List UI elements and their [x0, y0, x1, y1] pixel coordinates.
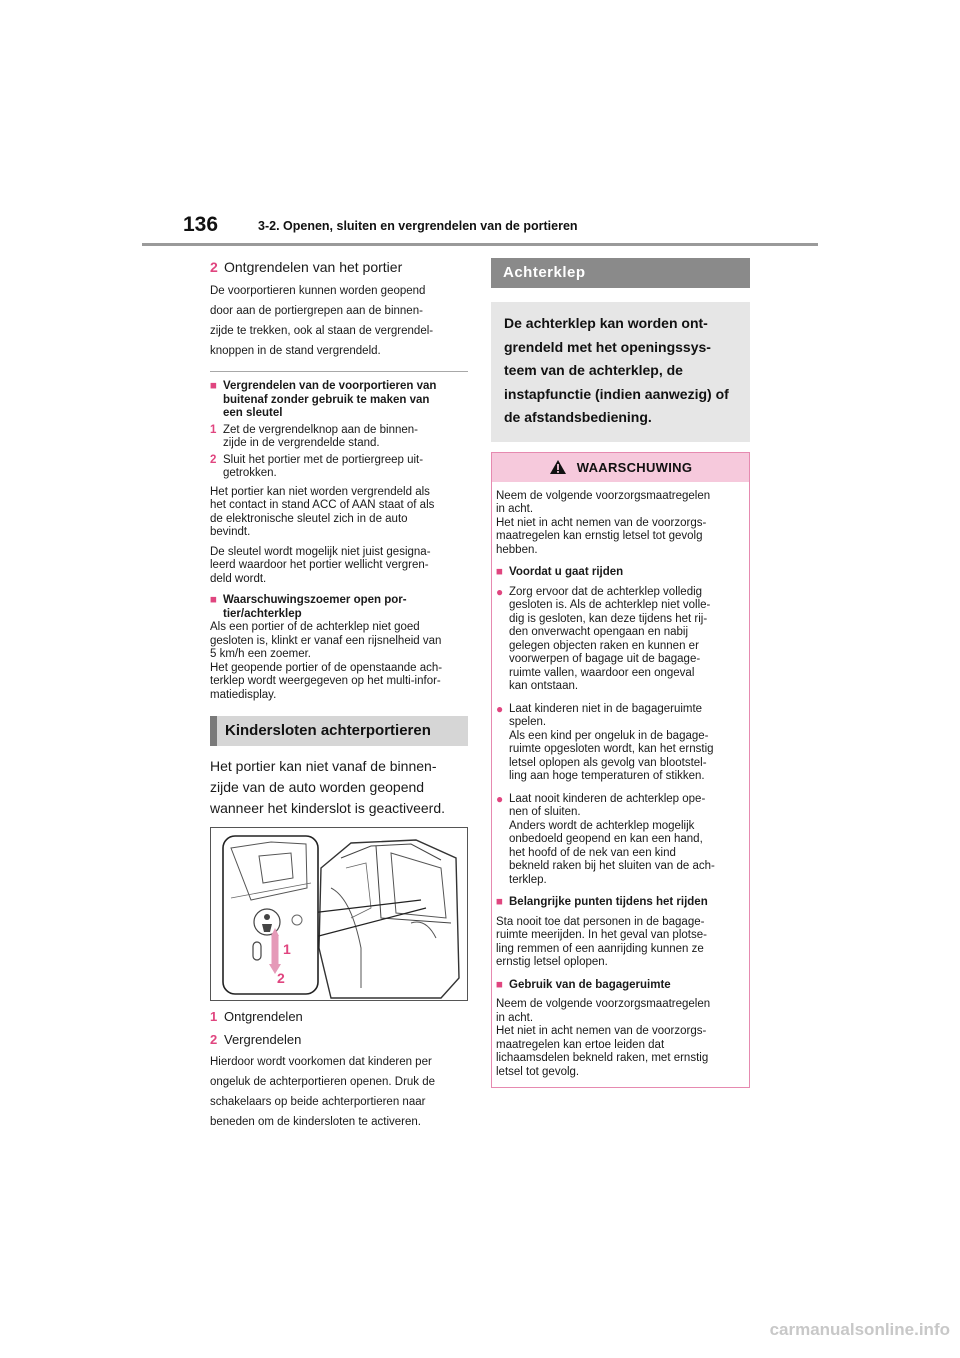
child-lock-section-title: Kindersloten achterportieren — [210, 716, 468, 746]
car-door-diagram — [211, 828, 467, 1000]
warning-paragraph: Neem de volgende voorzorgsmaatregelen in acht. Het niet in acht nemen van de voorzorgs- maatregelen kan ertoe leiden dat lichaamsdelen bekneld raken, met ernstig letsel tot gevolg. — [496, 998, 711, 1078]
warning-header — [492, 453, 749, 482]
left-column — [210, 255, 468, 1132]
square-bullet-icon: ■ — [210, 594, 217, 606]
square-bullet-icon: ■ — [496, 978, 503, 991]
warning-item-text: Zorg ervoor dat de achterklep volledig gesloten is. Als de achterklep niet volle- dig is gesloten, kan deze tijdens het rij- den onverwacht opengaan en nabij gelegen objecten raken en kunnen er voorwerpen of bagage uit de bagage- ruimte vallen, waardoor een ongeval kan ontstaan. — [509, 585, 711, 692]
warning-item — [496, 793, 741, 888]
step-text: Sluit het portier met de portiergreep uit- getrokken. — [223, 453, 424, 479]
section-title: 3-2. Openen, sluiten en vergrendelen van de portieren — [258, 219, 578, 233]
step-text: Zet de vergrendelknop aan de binnen- zijde in de vergrendelde stand. — [223, 423, 419, 449]
step-number: 2 — [210, 453, 217, 466]
square-bullet-icon: ■ — [496, 566, 503, 578]
watermark: carmanualsonline.info — [769, 1320, 950, 1339]
child-step — [210, 1030, 468, 1050]
lock-heading-text: Vergrendelen van de voorportieren van buitenaf zonder gebruik te maken van een sleutel — [223, 380, 437, 419]
header-rule — [142, 243, 818, 246]
step-number: 2 — [210, 1032, 218, 1047]
figure-label-2: 2 — [277, 970, 285, 986]
warning-body — [492, 482, 749, 1088]
tailgate-section-title: Achterklep — [491, 258, 750, 288]
step-unlock — [210, 259, 468, 275]
buzzer-text: Als een portier of de achterklep niet goed gesloten is, klinkt er vanaf een rijsnelheid van 5 km/h een zoemer. Het geopende portier of de openstaande ach- terklep wordt weergegeven op het multi-infor- matiedisplay. — [210, 621, 443, 701]
warning-paragraph: Sta nooit toe dat personen in de bagage- ruimte meerijden. In het geval van plotse- ling remmen of een aanrijding kunnen ze ernstig letsel oplopen. — [496, 915, 707, 968]
child-lock-illustration — [210, 827, 468, 1001]
lock-step — [210, 424, 468, 451]
warning-title: WAARSCHUWING — [576, 459, 693, 475]
round-bullet-icon: ● — [496, 701, 504, 716]
lock-paragraph: Het portier kan niet worden vergrendeld als het contact in stand ACC of AAN staat of als de elektronische sleutel zich in de auto bevindt. — [210, 485, 435, 538]
child-step — [210, 1007, 468, 1027]
step-number: 2 — [210, 259, 218, 275]
lock-paragraph: De sleutel wordt mogelijk niet juist gesigna- leerd waardoor het portier wellicht vergren- deld wordt. — [210, 545, 431, 585]
warning-paragraph: Neem de volgende voorzorgsmaatregelen in acht. Het niet in acht nemen van de voorzorgs- maatregelen kan ernstig letsel tot gevolg hebben. — [496, 489, 711, 556]
warning-item — [496, 586, 741, 694]
buzzer-heading-text: Waarschuwingszoemer open por- tier/achterklep — [223, 594, 407, 620]
step-text: Ontgrendelen van het portier — [224, 259, 403, 275]
warning-subheading-text: Gebruik van de bagageruimte — [509, 978, 671, 991]
round-bullet-icon: ● — [496, 791, 504, 806]
step-text: Ontgrendelen — [224, 1009, 303, 1024]
warning-subheading-text: Voordat u gaat rijden — [509, 566, 624, 578]
lock-heading — [210, 380, 468, 421]
step-text: Vergrendelen — [224, 1032, 302, 1047]
warning-box — [491, 452, 750, 1089]
warning-item — [496, 703, 741, 784]
warning-item-text: Laat nooit kinderen de achterklep ope- nen of sluiten. Anders wordt de achterklep mogelijk onbedoeld geopend en kan een hand, het hoofd of de nek van een kind bekneld raken bij het sluiten van de ach- terklep. — [509, 792, 715, 886]
right-column — [491, 258, 750, 1088]
warning-item-text: Laat kinderen niet in de bagageruimte spelen. Als een kind per ongeluk in de bagage- ruimte opgesloten wordt, kan het ernstig letsel oplopen als gevolg van blootstel- ling aan hoge temperaturen of stikken. — [509, 702, 714, 782]
page-number: 136 — [183, 213, 219, 236]
square-bullet-icon: ■ — [210, 380, 217, 392]
warning-subheading — [496, 896, 741, 910]
buzzer-heading — [210, 594, 468, 621]
child-lock-lead: Het portier kan niet vanaf de binnen- zijde van de auto worden geopend wanneer het kinderslot is geactiveerd. — [210, 758, 446, 816]
step-number: 1 — [210, 423, 217, 436]
step-number: 1 — [210, 1009, 218, 1024]
lock-step — [210, 454, 468, 481]
unlock-description: De voorportieren kunnen worden geopend door aan de portiergrepen aan de binnen- zijde te trekken, ook al staan de vergrendel- knoppen in de stand vergrendeld. — [210, 285, 434, 357]
warning-subheading-text: Belangrijke punten tijdens het rijden — [509, 896, 708, 908]
square-bullet-icon: ■ — [496, 896, 503, 908]
tailgate-intro: De achterklep kan worden ont- grendeld met het openingssys- teem van de achterklep, de instapfunctie (indien aanwezig) of de afstandsbediening. — [491, 302, 750, 442]
child-lock-steps — [210, 1007, 468, 1050]
warning-triangle-icon — [549, 459, 567, 475]
warning-subheading — [496, 979, 741, 993]
figure-label-1: 1 — [283, 941, 291, 957]
round-bullet-icon: ● — [496, 584, 504, 599]
child-lock-description: Hierdoor wordt voorkomen dat kinderen per ongeluk de achterportieren openen. Druk de schakelaars op beide achterportieren naar beneden om de kindersloten te activeren. — [210, 1056, 436, 1128]
divider — [210, 371, 468, 372]
warning-subheading — [496, 566, 741, 580]
